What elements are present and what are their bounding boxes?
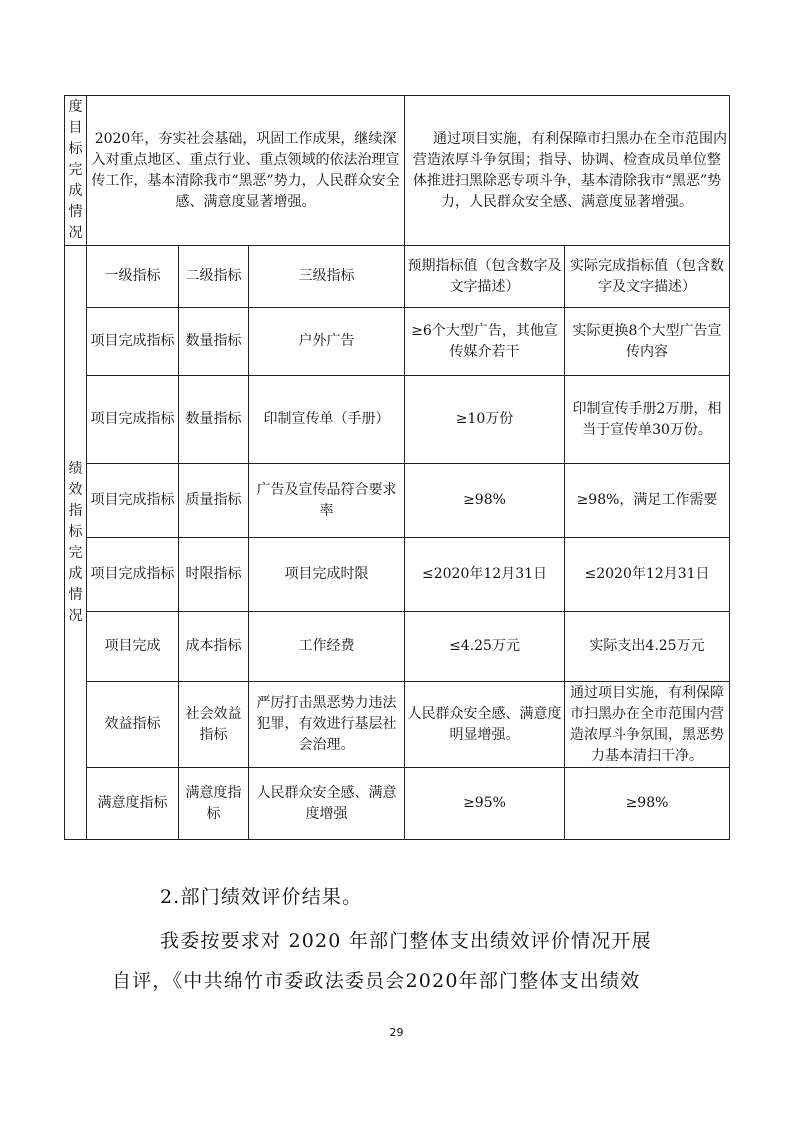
level3-cell: 项目完成时限	[249, 538, 405, 612]
header-level1: 一级指标	[87, 246, 179, 308]
level3-cell: 广告及宣传品符合要求率	[249, 464, 405, 538]
table-row	[65, 464, 730, 538]
level1-cell: 效益指标	[87, 682, 179, 768]
goal-actual-cell: 通过项目实施，有利保障市扫黑办在全市范围内营造浓厚斗争氛围；指导、协调、检查成员单位整体推进扫黑除恶专项斗争，基本清除我市“黑恶”势力，人民群众安全感、满意度显著增强。	[405, 96, 730, 246]
table-row	[65, 768, 730, 840]
level2-cell: 数量指标	[179, 308, 249, 376]
expected-cell: ≥98%	[405, 464, 565, 538]
table-row	[65, 682, 730, 768]
goal-planned-cell: 2020年，夯实社会基础，巩固工作成果，继续深入对重点地区、重点行业、重点领域的依法治理宣传工作，基本清除我市“黑恶”势力，人民群众安全感、满意度显著增强。	[87, 96, 405, 246]
header-level3: 三级指标	[249, 246, 405, 308]
level1-cell: 项目完成指标	[87, 538, 179, 612]
level3-cell: 工作经费	[249, 612, 405, 682]
goal-completion-label: 度目标完成情况	[65, 96, 87, 246]
actual-cell: 实际支出4.25万元	[565, 612, 730, 682]
performance-table	[64, 95, 730, 840]
level3-cell: 户外广告	[249, 308, 405, 376]
level1-cell: 项目完成指标	[87, 308, 179, 376]
header-expected: 预期指标值（包含数字及文字描述）	[405, 246, 565, 308]
table-row	[65, 308, 730, 376]
level1-cell: 项目完成	[87, 612, 179, 682]
actual-cell: ≥98%	[565, 768, 730, 840]
expected-cell: ≥10万份	[405, 376, 565, 464]
page-number: 29	[389, 1026, 404, 1039]
section-heading: 2.部门绩效评价结果。	[160, 886, 363, 908]
header-row	[65, 246, 730, 308]
actual-cell: ≤2020年12月31日	[565, 538, 730, 612]
level1-cell: 满意度指标	[87, 768, 179, 840]
level3-cell: 印制宣传单（手册）	[249, 376, 405, 464]
level2-cell: 社会效益指标	[179, 682, 249, 768]
goal-row	[65, 96, 730, 246]
level2-cell: 质量指标	[179, 464, 249, 538]
expected-cell: ≤4.25万元	[405, 612, 565, 682]
level1-cell: 项目完成指标	[87, 464, 179, 538]
level2-cell: 时限指标	[179, 538, 249, 612]
level2-cell: 成本指标	[179, 612, 249, 682]
level1-cell: 项目完成指标	[87, 376, 179, 464]
paragraph-line: 自评，《中共绵竹市委政法委员会2020年部门整体支出绩效	[112, 970, 641, 992]
table-row	[65, 538, 730, 612]
level3-cell: 人民群众安全感、满意度增强	[249, 768, 405, 840]
table-row	[65, 612, 730, 682]
actual-cell: ≥98%，满足工作需要	[565, 464, 730, 538]
actual-cell: 通过项目实施，有利保障市扫黑办在全市范围内营造浓厚斗争氛围，黑恶势力基本清扫干净。	[565, 682, 730, 768]
expected-cell: ≥95%	[405, 768, 565, 840]
actual-cell: 实际更换8个大型广告宣传内容	[565, 308, 730, 376]
header-level2: 二级指标	[179, 246, 249, 308]
level2-cell: 满意度指标	[179, 768, 249, 840]
table-row	[65, 376, 730, 464]
header-actual: 实际完成指标值（包含数字及文字描述）	[565, 246, 730, 308]
expected-cell: 人民群众安全感、满意度明显增强。	[405, 682, 565, 768]
level3-cell: 严厉打击黑恶势力违法犯罪，有效进行基层社会治理。	[249, 682, 405, 768]
paragraph-line: 我委按要求对 2020 年部门整体支出绩效评价情况开展	[160, 930, 652, 952]
expected-cell: ≥6个大型广告，其他宣传媒介若干	[405, 308, 565, 376]
performance-indicator-label: 绩效指标完成情况	[65, 246, 87, 840]
actual-cell: 印制宣传手册2万册，相当于宣传单30万份。	[565, 376, 730, 464]
expected-cell: ≤2020年12月31日	[405, 538, 565, 612]
level2-cell: 数量指标	[179, 376, 249, 464]
